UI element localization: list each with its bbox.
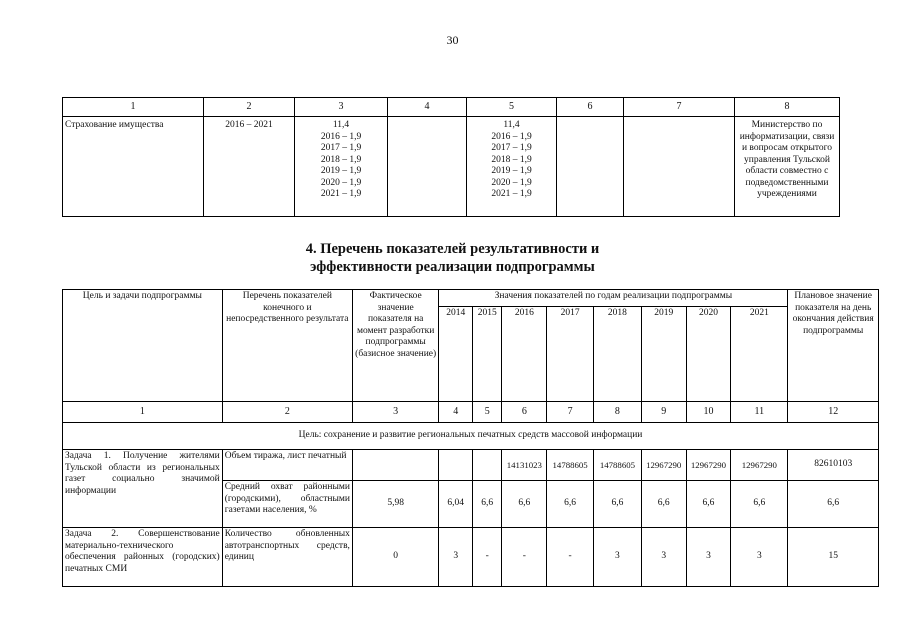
col-number: 12 [788,402,879,423]
measure-funding-local [557,117,624,217]
indicator-year-value: 3 [686,528,731,587]
section-title-line: эффективности реализации подпрограммы [310,259,595,276]
top-col-number: 2 [204,98,295,117]
indicator-actual: 5,98 [352,481,438,528]
col-number: 11 [731,402,788,423]
measure-funding-federal [388,117,467,217]
indicator-year-value: - [472,528,502,587]
table-row [63,450,879,481]
header-years-group: Значения показателей по годам реализации подпрограммы [439,290,788,307]
indicator-actual [352,450,438,481]
col-number: 1 [63,402,223,423]
header-year: 2020 [686,307,731,402]
measure-funding-other [624,117,735,217]
top-col-number: 7 [624,98,735,117]
indicator-year-value: 3 [731,528,788,587]
indicator-year-value: 14788605 [594,450,642,481]
top-col-number: 8 [735,98,840,117]
indicator-planned: 15 [788,528,879,587]
indicator-year-value: 3 [439,528,473,587]
measure-name: Страхование имущества [63,117,204,217]
header-year: 2021 [731,307,788,402]
top-col-number: 4 [388,98,467,117]
indicator-year-value: - [547,528,594,587]
header-row [63,290,879,307]
indicator-year-value: 6,04 [439,481,473,528]
indicator-year-value [439,450,473,481]
col-number: 4 [439,402,473,423]
top-table-header-row [63,98,840,117]
column-numbers-row [63,402,879,423]
indicator-year-value: 6,6 [472,481,502,528]
indicator-year-value: 12967290 [641,450,686,481]
task-2-name: Задача 2. Совершенствование материально-технического обеспечения районных (городских) печатных СМИ [63,528,223,587]
col-number: 6 [502,402,547,423]
measure-executor: Министерство по информатизации, связи и вопросам открытого управления Тульской области совместно с подведомственными учреждениями [735,117,840,217]
header-actual: Фактическое значение показателя на момент разработки подпрограммы (базисное значение) [352,290,438,402]
header-year: 2015 [472,307,502,402]
table-row [63,528,879,587]
header-goal: Цель и задачи подпрограммы [63,290,223,402]
indicator-year-value: 6,6 [731,481,788,528]
col-number: 2 [222,402,352,423]
indicator-name: Объем тиража, лист печатный [222,450,352,481]
indicator-year-value: 12967290 [731,450,788,481]
indicator-year-value: 6,6 [594,481,642,528]
col-number: 5 [472,402,502,423]
header-year: 2018 [594,307,642,402]
indicator-year-value: 14131023 [502,450,547,481]
indicator-year-value [472,450,502,481]
indicators-table [62,289,879,587]
indicator-actual: 0 [352,528,438,587]
col-number: 8 [594,402,642,423]
header-planned: Плановое значение показателя на день окончания действия подпрограммы [788,290,879,402]
top-table [62,97,840,217]
indicator-planned: 6,6 [788,481,879,528]
table-row [63,117,840,217]
indicator-year-value: 3 [641,528,686,587]
top-col-number: 3 [295,98,388,117]
col-number: 3 [352,402,438,423]
section-title [0,240,905,276]
goal-row [63,423,879,450]
task-1-name: Задача 1. Получение жителями Тульской области из региональных газет социально значимой информации [63,450,223,528]
header-year: 2019 [641,307,686,402]
indicator-name: Количество обновленных автотранспортных средств, единиц [222,528,352,587]
measure-total-funding: 11,4 2016 – 1,9 2017 – 1,9 2018 – 1,9 2019 – 1,9 2020 – 1,9 2021 – 1,9 [295,117,388,217]
top-col-number: 6 [557,98,624,117]
top-col-number: 5 [467,98,557,117]
header-year: 2014 [439,307,473,402]
indicator-year-value: 6,6 [686,481,731,528]
indicator-year-value: 12967290 [686,450,731,481]
measure-funding-regional: 11,4 2016 – 1,9 2017 – 1,9 2018 – 1,9 2019 – 1,9 2020 – 1,9 2021 – 1,9 [467,117,557,217]
indicator-year-value: 6,6 [502,481,547,528]
indicator-year-value: - [502,528,547,587]
col-number: 7 [547,402,594,423]
goal-text: Цель: сохранение и развитие региональных печатных средств массовой информации [63,423,879,450]
indicator-year-value: 6,6 [547,481,594,528]
header-indicators: Перечень показателей конечного и непосредственного результата [222,290,352,402]
header-year: 2016 [502,307,547,402]
col-number: 10 [686,402,731,423]
indicator-year-value: 6,6 [641,481,686,528]
page-number: 30 [446,33,459,47]
indicator-name: Средний охват районными (городскими), областными газетами населения, % [222,481,352,528]
section-title-line: 4. Перечень показателей результативности и [305,241,600,257]
header-year: 2017 [547,307,594,402]
top-col-number: 1 [63,98,204,117]
col-number: 9 [641,402,686,423]
indicator-planned: 82610103 [788,450,879,481]
indicator-year-value: 3 [594,528,642,587]
measure-period: 2016 – 2021 [204,117,295,217]
indicator-year-value: 14788605 [547,450,594,481]
